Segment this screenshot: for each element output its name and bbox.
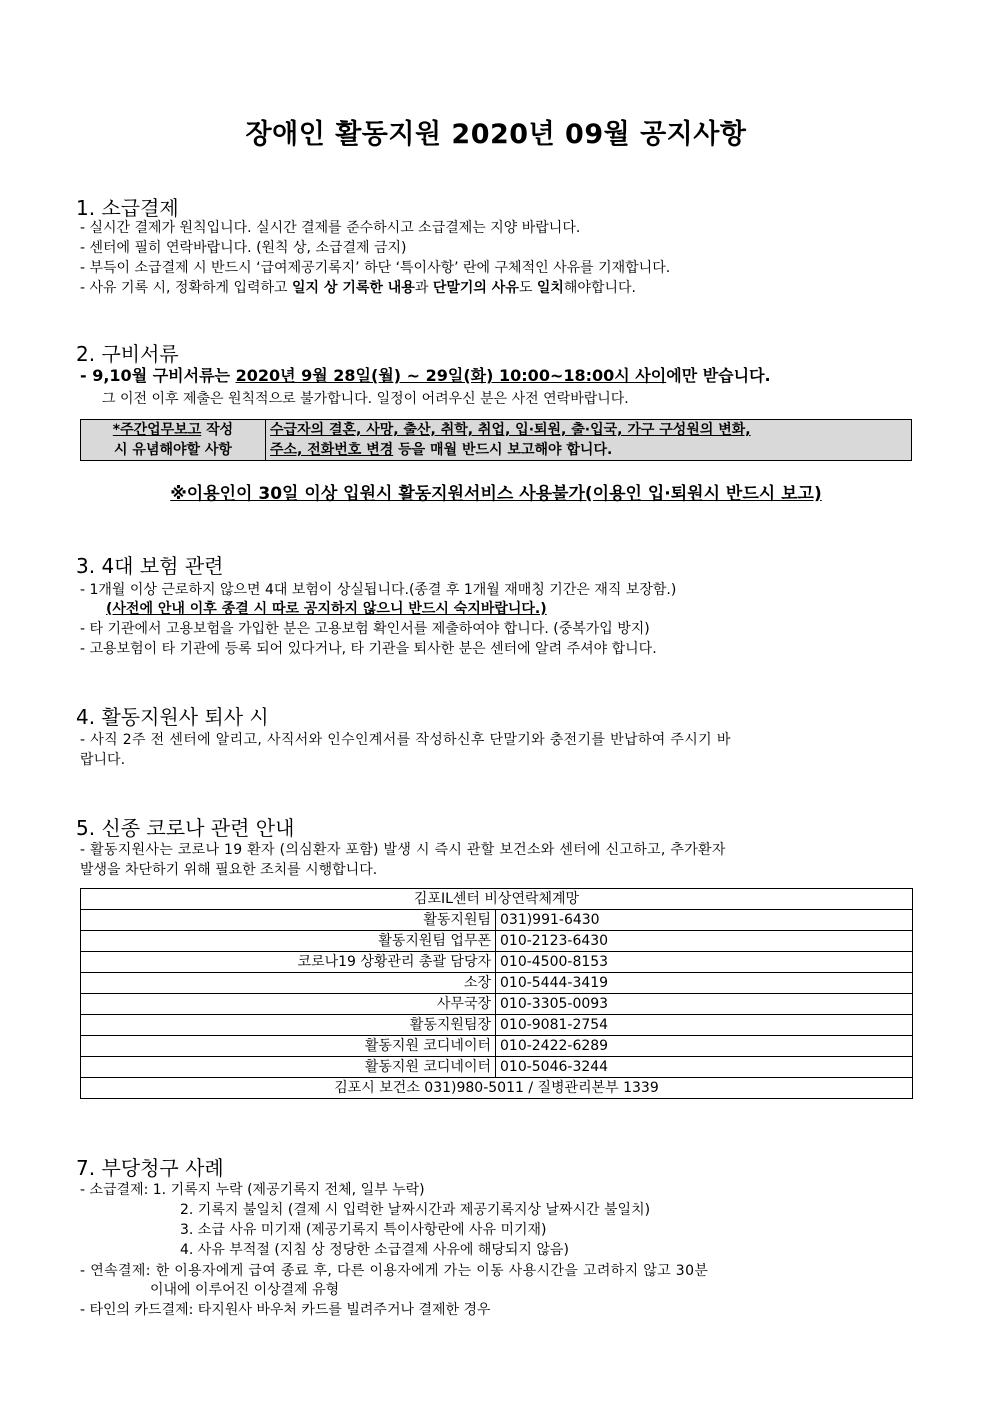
s7-line-3: 3. 소급 사유 미기재 (제공기록지 특이사항란에 사유 미기재)	[180, 1222, 547, 1238]
contact-phone: 010-4500-8153	[496, 952, 913, 973]
section-7-heading: 7. 부당청구 사례	[76, 1156, 224, 1180]
s4-line-1: - 사직 2주 전 센터에 알리고, 사직서와 인수인계서를 작성하신후 단말기와 충전기를 반납하여 주시기 바	[80, 732, 731, 748]
contact-phone: 010-5046-3244	[496, 1057, 913, 1078]
contact-role: 활동지원 코디네이터	[81, 1057, 496, 1078]
s1-line-3: - 부득이 소급결제 시 반드시 ‘급여제공기록지’ 하단 ‘특이사항’ 란에 구체적인 사유를 기재합니다.	[80, 260, 671, 276]
s1-line-4: - 사유 기록 시, 정확하게 입력하고 일지 상 기록한 내용과 단말기의 사유도 일치해야합니다.	[80, 280, 636, 296]
contact-role: 활동지원 코디네이터	[81, 1036, 496, 1057]
emergency-contact-table	[80, 888, 913, 1099]
s3-line-3: - 타 기관에서 고용보험을 가입한 분은 고용보험 확인서를 제출하여야 합니다. (중복가입 방지)	[80, 621, 650, 637]
section-5-heading: 5. 신종 코로나 관련 안내	[76, 816, 295, 840]
table-row	[81, 952, 913, 973]
table-row	[81, 1057, 913, 1078]
s7-line-4: 4. 사유 부적절 (지침 상 정당한 소급결제 사유에 해당되지 않음)	[180, 1242, 569, 1258]
s4-line-2: 랍니다.	[80, 752, 126, 768]
contact-phone: 010-3305-0093	[496, 994, 913, 1015]
s1-line-2: - 센터에 필히 연락바랍니다. (원칙 상, 소급결제 금지)	[80, 240, 407, 256]
contact-role: 활동지원팀	[81, 910, 496, 931]
contact-role: 활동지원팀 업무폰	[81, 931, 496, 952]
s2-deadline: - 9,10월 구비서류는 2020년 9월 28일(월) ~ 29일(화) 10:00~18:00시 사이에만 받습니다.	[80, 366, 771, 385]
contact-role: 소장	[81, 973, 496, 994]
contact-role: 코로나19 상황관리 총괄 담당자	[81, 952, 496, 973]
s3-line-2: (사전에 안내 이후 종결 시 따로 공지하지 않으니 반드시 숙지바랍니다.)	[106, 601, 547, 617]
contact-phone: 010-5444-3419	[496, 973, 913, 994]
table-row	[81, 931, 913, 952]
s7-line-1: - 소급결제: 1. 기록지 누락 (제공기록지 전체, 일부 누락)	[80, 1182, 425, 1198]
table-row	[81, 973, 913, 994]
contact-table-title: 김포IL센터 비상연락체계망	[81, 889, 913, 910]
box-left-label: *주간업무보고 작성 시 유념해야할 사항	[81, 420, 266, 461]
s5-line-2: 발생을 차단하기 위해 필요한 조치를 시행합니다.	[80, 862, 378, 878]
s1-line-1: - 실시간 결제가 원칙입니다. 실시간 결제를 준수하시고 소급결제는 지양 바랍니다.	[80, 220, 581, 236]
s3-line-1: - 1개월 이상 근로하지 않으면 4대 보험이 상실됩니다.(종결 후 1개월 재매칭 기간은 재직 보장함.)	[80, 582, 677, 598]
section-2-heading: 2. 구비서류	[76, 342, 179, 366]
s7-line-6: 이내에 이루어진 이상결제 유형	[150, 1282, 340, 1298]
table-row	[81, 910, 913, 931]
contact-role: 활동지원팀장	[81, 1015, 496, 1036]
table-row	[81, 994, 913, 1015]
s7-line-5: - 연속결제: 한 이용자에게 급여 종료 후, 다른 이용자에게 가는 이동 사용시간을 고려하지 않고 30분	[80, 1263, 709, 1279]
s7-line-7: - 타인의 카드결제: 타지원사 바우처 카드를 빌려주거나 결제한 경우	[80, 1302, 491, 1318]
contact-role: 사무국장	[81, 994, 496, 1015]
s7-line-2: 2. 기록지 불일치 (결제 시 입력한 날짜시간과 제공기록지상 날짜시간 불일치)	[180, 1202, 651, 1218]
table-row	[81, 1015, 913, 1036]
contact-phone: 010-2123-6430	[496, 931, 913, 952]
hospital-notice: ※이용인이 30일 이상 입원시 활동지원서비스 사용불가(이용인 입·퇴원시 반드시 보고)	[170, 484, 822, 504]
table-row	[81, 1036, 913, 1057]
section-1-heading: 1. 소급결제	[76, 196, 179, 220]
s5-line-1: - 활동지원사는 코로나 19 환자 (의심환자 포함) 발생 시 즉시 관할 보건소와 센터에 신고하고, 추가환자	[80, 842, 726, 858]
contact-table-footer: 김포시 보건소 031)980-5011 / 질병관리본부 1339	[81, 1078, 913, 1099]
contact-phone: 010-9081-2754	[496, 1015, 913, 1036]
document-title: 장애인 활동지원 2020년 09월 공지사항	[245, 119, 747, 150]
section-3-heading: 3. 4대 보험 관련	[76, 554, 224, 578]
section-4-heading: 4. 활동지원사 퇴사 시	[76, 705, 269, 729]
box-right-text: 수급자의 결혼, 사망, 출산, 취학, 취업, 입·퇴원, 출·입국, 가구 구성원의 변화, 주소, 전화번호 변경 등을 매월 반드시 보고해야 합니다.	[266, 420, 912, 461]
s3-line-4: - 고용보험이 타 기관에 등록 되어 있다거나, 타 기관을 퇴사한 분은 센터에 알려 주셔야 합니다.	[80, 641, 657, 657]
contact-phone: 010-2422-6289	[496, 1036, 913, 1057]
contact-phone: 031)991-6430	[496, 910, 913, 931]
weekly-report-box	[80, 419, 912, 461]
s2-line-2: 그 이전 이후 제출은 원칙적으로 불가합니다. 일정이 어려우신 분은 사전 연락바랍니다.	[102, 391, 629, 407]
